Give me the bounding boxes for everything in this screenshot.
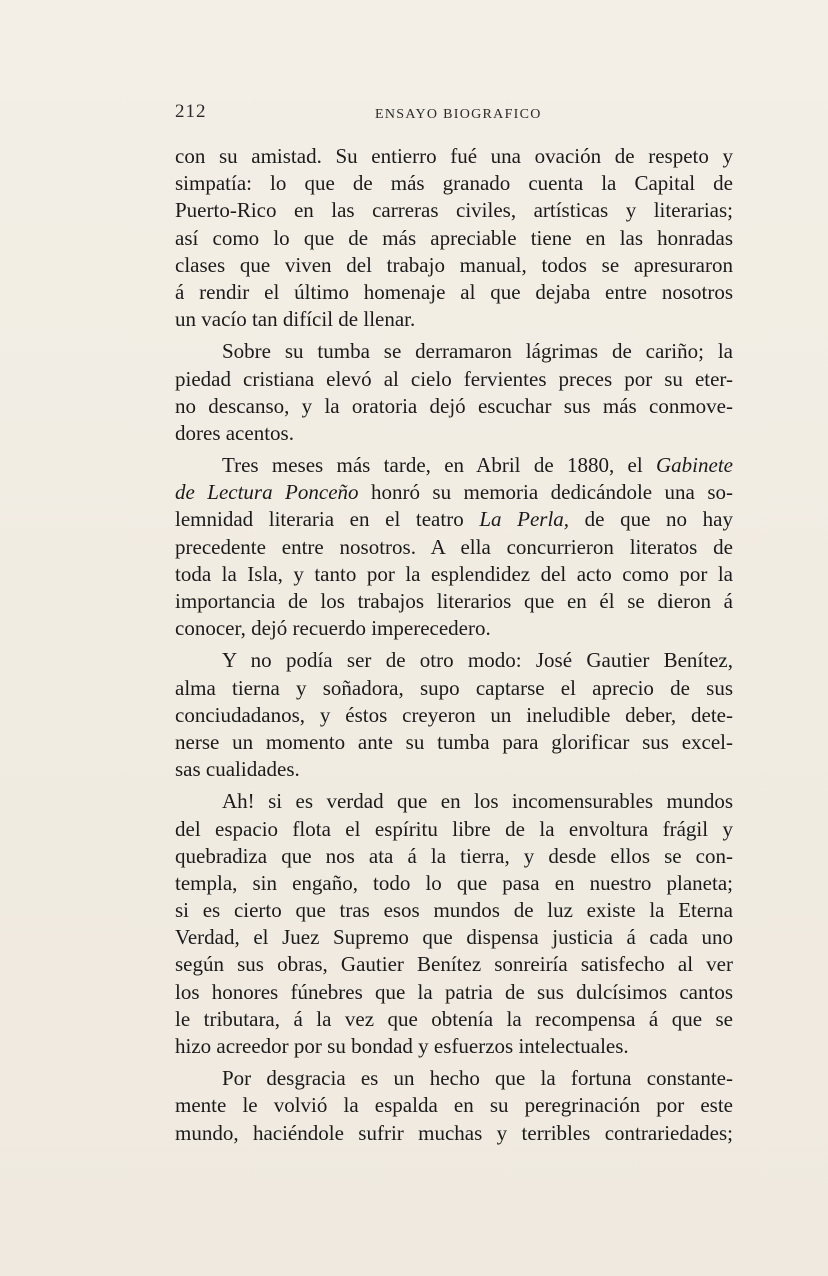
text-run: honró su memoria dedicándole una so- <box>358 480 733 505</box>
text-line: piedad cristiana elevó al cielo fervientes preces por su eter- <box>175 366 733 391</box>
italic-title: Gabinete <box>656 453 733 478</box>
paragraph-2 <box>175 338 733 447</box>
paragraph-5 <box>175 788 733 1060</box>
text-line: Ah! si es verdad que en los incomensurables mundos <box>222 789 733 814</box>
text-line: mente le volvió la espalda en su peregrinación por este <box>175 1093 733 1118</box>
text-line: conciudadanos, y éstos creyeron un ineludible deber, dete- <box>175 702 733 727</box>
running-title: ENSAYO BIOGRAFICO <box>375 107 542 122</box>
text-line: le tributara, á la vez que obtenía la recompensa á que se <box>175 1006 733 1031</box>
text-line: del espacio flota el espíritu libre de la envoltura frágil y <box>175 816 733 841</box>
text-line: los honores fúnebres que la patria de sus dulcísimos cantos <box>175 979 733 1004</box>
page-number: 212 <box>175 101 207 122</box>
text-line: un vacío tan difícil de llenar. <box>175 307 416 332</box>
text-line <box>175 452 733 479</box>
text-line: quebradiza que nos ata á la tierra, y desde ellos se con- <box>175 843 733 868</box>
text-line: Sobre su tumba se derramaron lágrimas de cariño; la <box>222 339 733 364</box>
text-line: conocer, dejó recuerdo imperecedero. <box>175 616 491 641</box>
text-line: toda la Isla, y tanto por la esplendidez del acto como por la <box>175 561 733 586</box>
text-run: Tres meses más tarde, en Abril de 1880, el <box>222 453 657 478</box>
text-line: clases que viven del trabajo manual, todos se apresuraron <box>175 252 733 277</box>
text-line: Y no podía ser de otro modo: José Gautier Benítez, <box>222 648 733 673</box>
paragraph-6 <box>175 1065 733 1147</box>
text-line: no descanso, y la oratoria dejó escuchar sus más conmove- <box>175 393 733 418</box>
italic-title: La Perla, <box>479 507 570 532</box>
text-line: á rendir el último homenaje al que dejaba entre nosotros <box>175 279 733 304</box>
text-line: nerse un momento ante su tumba para glorificar sus excel- <box>175 729 733 754</box>
text-line: precedente entre nosotros. A ella concurrieron literatos de <box>175 534 733 559</box>
text-line: hizo acreedor por su bondad y esfuerzos intelectuales. <box>175 1034 629 1058</box>
text-line <box>175 479 733 506</box>
text-line: con su amistad. Su entierro fué una ovación de respeto y <box>175 144 733 168</box>
text-line: alma tierna y soñadora, supo captarse el aprecio de sus <box>175 675 733 700</box>
text-line: según sus obras, Gautier Benítez sonreiría satisfecho al ver <box>175 952 733 977</box>
text-line: dores acentos. <box>175 420 294 445</box>
text-line: templa, sin engaño, todo lo que pasa en nuestro planeta; <box>175 870 733 895</box>
body-text <box>175 143 733 1152</box>
paragraph-3 <box>175 452 733 642</box>
text-line: así como lo que de más apreciable tiene en las honradas <box>175 225 733 250</box>
text-line: Por desgracia es un hecho que la fortuna constante- <box>222 1066 733 1091</box>
text-line: simpatía: lo que de más granado cuenta la Capital de <box>175 171 733 196</box>
paragraph-4 <box>175 647 733 783</box>
paragraph-1 <box>175 143 733 333</box>
text-line: sas cualidades. <box>175 757 300 782</box>
text-line: mundo, haciéndole sufrir muchas y terribles contrariedades; <box>175 1120 733 1145</box>
text-line <box>175 506 733 533</box>
text-line: Puerto-Rico en las carreras civiles, artísticas y literarias; <box>175 198 733 223</box>
text-line: Verdad, el Juez Supremo que dispensa justicia á cada uno <box>175 925 733 950</box>
text-line: si es cierto que tras esos mundos de luz existe la Eterna <box>175 898 733 923</box>
text-run: de que no hay <box>569 507 733 532</box>
text-run: lemnidad literaria en el teatro <box>175 507 480 532</box>
italic-title: de Lectura Ponceño <box>175 480 359 505</box>
text-line: importancia de los trabajos literarios que en él se dieron á <box>175 589 733 613</box>
